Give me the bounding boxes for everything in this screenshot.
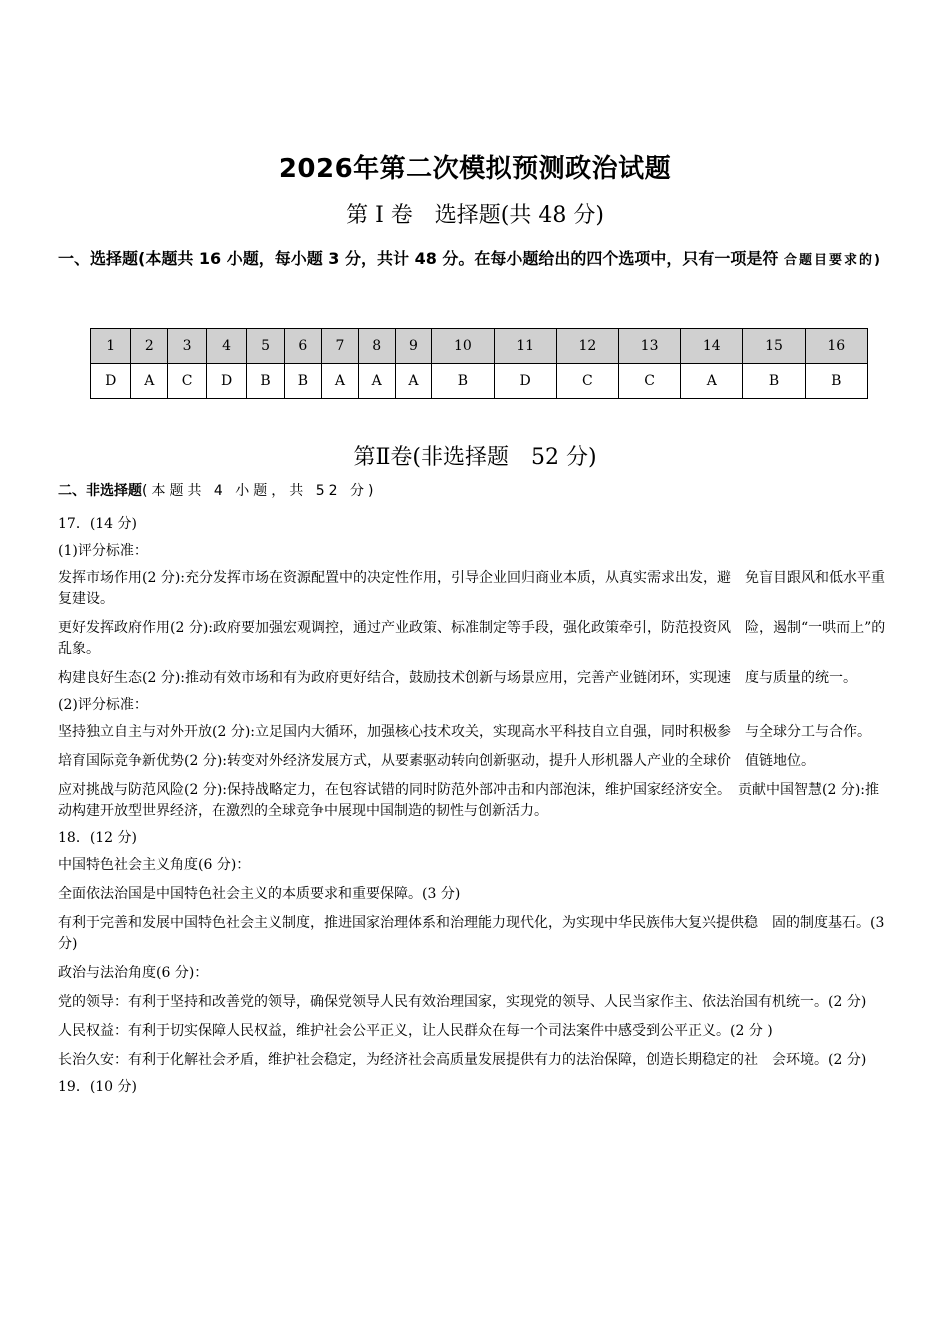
question-number-cell: 3	[168, 329, 207, 364]
question-19-heading: 19．(10 分)	[58, 1079, 138, 1095]
question-number-cell: 4	[206, 329, 246, 364]
answer-cell: B	[432, 364, 494, 399]
paragraph: 人民权益：有利于切实保障人民权益，维护社会公平正义，让人民群众在每一个司法案件中感受到公平正义。(2 分 )	[58, 1023, 773, 1039]
question-17-heading: 17．(14 分)	[58, 516, 138, 532]
answer-cell: A	[395, 364, 432, 399]
part1-heading: 第 I 卷 选择题(共 48 分)	[346, 203, 604, 228]
answer-content	[58, 514, 892, 1106]
answer-cell: A	[681, 364, 743, 399]
paragraph: 构建良好生态(2 分):推动有效市场和有为政府更好结合，鼓励技术创新与场景应用，完善产业链闭环，实现速 度与质量的统一。	[58, 670, 857, 686]
answer-cell: A	[358, 364, 395, 399]
paragraph: 发挥市场作用(2 分):充分发挥市场在资源配置中的决定性作用，引导企业回归商业本质，从真实需求出发，避 免盲目跟风和低水平重复建设。	[58, 570, 885, 607]
answer-cell: A	[322, 364, 359, 399]
answer-table	[90, 328, 868, 399]
part2-instruction-rest: (本题共 4 小题，共 52 分)	[142, 483, 378, 499]
question-number-cell: 7	[322, 329, 359, 364]
paragraph: 更好发挥政府作用(2 分):政府要加强宏观调控，通过产业政策、标准制定等手段，强化政策牵引，防范投资风 险，遏制“一哄而上”的乱象。	[58, 620, 886, 657]
question-number-cell: 13	[618, 329, 680, 364]
paragraph: 应对挑战与防范风险(2 分):保持战略定力，在包容试错的同时防范外部冲击和内部泡沫，维护国家经济安全。 贡献中国智慧(2 分):推动构建开放型世界经济，在激烈的全球竞争中展现中国制造的韧性与创新活力。	[58, 782, 879, 819]
part2-instruction	[58, 480, 377, 500]
answer-table-answer-row	[91, 364, 868, 399]
paragraph: 长治久安：有利于化解社会矛盾，维护社会稳定，为经济社会高质量发展提供有力的法治保障，创造长期稳定的社 会环境。(2 分)	[58, 1052, 867, 1068]
answer-cell: B	[805, 364, 867, 399]
answer-cell: C	[556, 364, 618, 399]
paragraph: 有利于完善和发展中国特色社会主义制度，推进国家治理体系和治理能力现代化，为实现中华民族伟大复兴提供稳 固的制度基石。(3 分)	[58, 915, 885, 952]
question-number-cell: 5	[247, 329, 284, 364]
paragraph: (1)评分标准：	[58, 543, 148, 559]
question-number-cell: 15	[743, 329, 805, 364]
paragraph: 中国特色社会主义角度(6 分)：	[58, 857, 251, 873]
question-number-cell: 6	[284, 329, 321, 364]
question-number-cell: 9	[395, 329, 432, 364]
part1-instruction-tail: 合题目要求的)	[783, 253, 882, 268]
question-number-cell: 11	[494, 329, 556, 364]
part1-instruction-main: 一、选择题(本题共 16 小题，每小题 3 分，共计 48 分。在每小题给出的四个选项中，只有一项是符	[58, 249, 779, 268]
answer-cell: D	[206, 364, 246, 399]
answer-cell: B	[284, 364, 321, 399]
question-number-cell: 1	[91, 329, 131, 364]
question-number-cell: 12	[556, 329, 618, 364]
answer-cell: C	[618, 364, 680, 399]
answer-table-number-row	[91, 329, 868, 364]
paragraph: (2)评分标准：	[58, 697, 148, 713]
question-number-cell: 14	[681, 329, 743, 364]
paragraph: 坚持独立自主与对外开放(2 分):立足国内大循环，加强核心技术攻关，实现高水平科技自立自强，同时积极参 与全球分工与合作。	[58, 724, 871, 740]
answer-cell: D	[494, 364, 556, 399]
question-18-heading: 18．(12 分)	[58, 830, 138, 846]
paragraph: 培育国际竞争新优势(2 分):转变对外经济发展方式，从要素驱动转向创新驱动，提升人形机器人产业的全球价 值链地位。	[58, 753, 815, 769]
question-number-cell: 10	[432, 329, 494, 364]
question-number-cell: 8	[358, 329, 395, 364]
paragraph: 党的领导：有利于坚持和改善党的领导，确保党领导人民有效治理国家，实现党的领导、人民当家作主、依法治国有机统一。(2 分)	[58, 994, 867, 1010]
part1-instruction	[58, 240, 892, 280]
paragraph: 政治与法治角度(6 分)：	[58, 965, 209, 981]
answer-cell: A	[131, 364, 168, 399]
part2-heading: 第Ⅱ卷(非选择题 52 分)	[353, 445, 597, 470]
part2-instruction-bold: 二、非选择题	[58, 483, 142, 499]
answer-cell: D	[91, 364, 131, 399]
question-number-cell: 2	[131, 329, 168, 364]
page-title: 2026年第二次模拟预测政治试题	[278, 154, 672, 184]
answer-cell: C	[168, 364, 207, 399]
paragraph: 全面依法治国是中国特色社会主义的本质要求和重要保障。(3 分)	[58, 886, 461, 902]
question-number-cell: 16	[805, 329, 867, 364]
answer-cell: B	[247, 364, 284, 399]
answer-cell: B	[743, 364, 805, 399]
